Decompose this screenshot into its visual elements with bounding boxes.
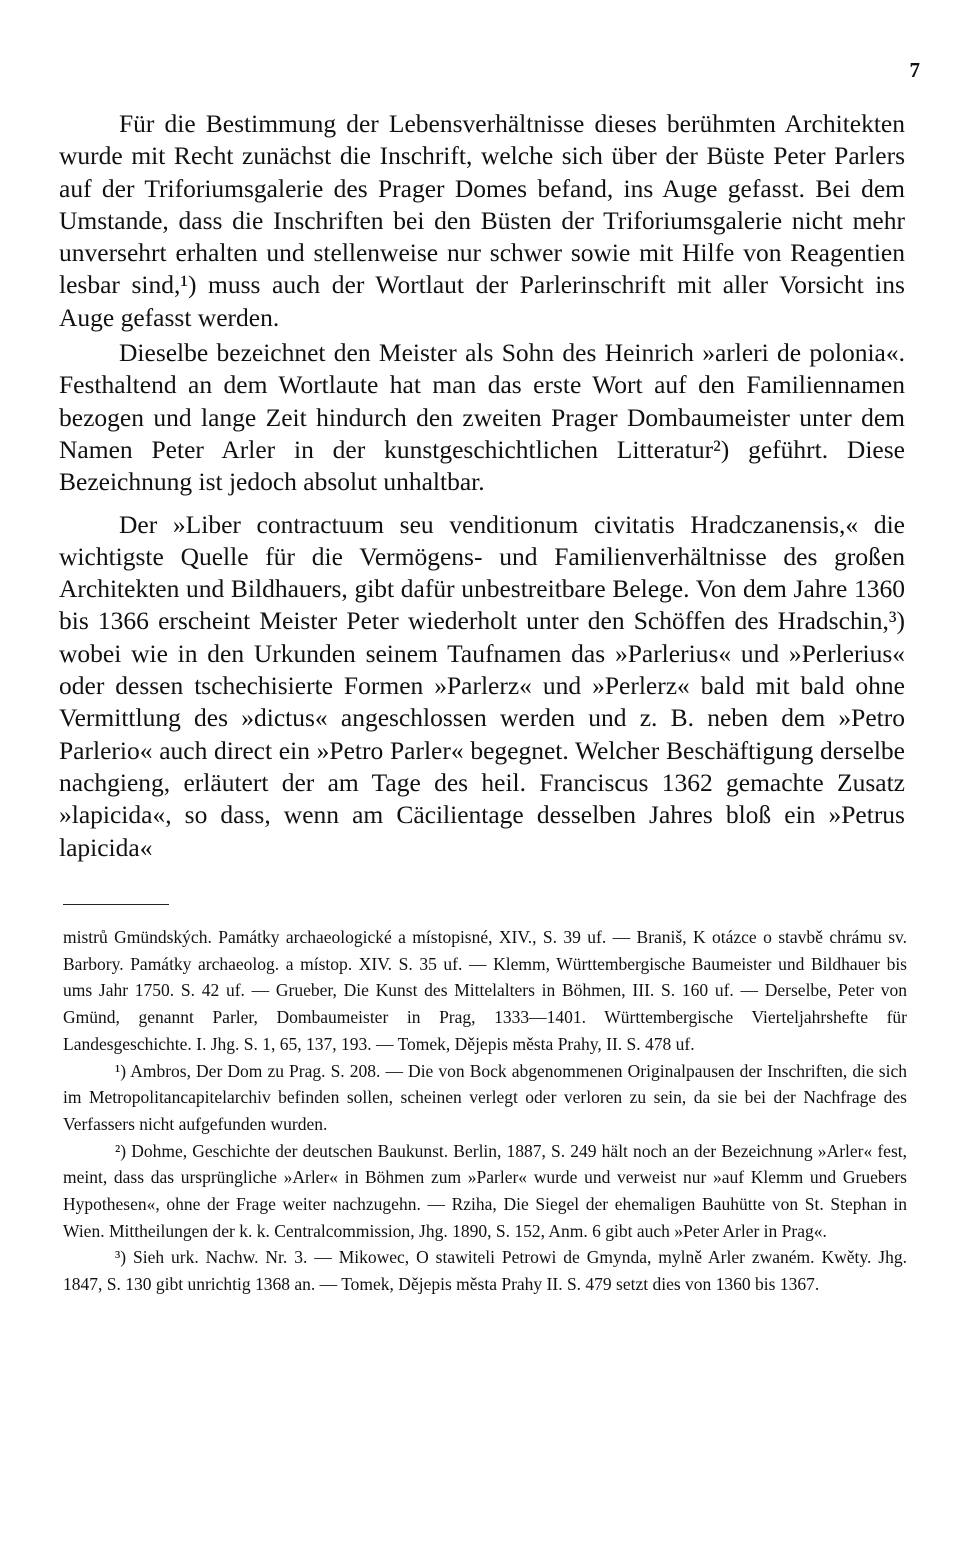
body-paragraph-2: Dieselbe bezeichnet den Meister als Sohn des Heinrich »arleri de polonia«. Festhaltend an dem Wortlaute hat man das erste Wort auf den Familiennamen bezogen und lange Zeit hindurch den zweiten Prager Dombaumeister unter dem Namen Peter Arler in der kunstgeschichtlichen Litteratur²) geführt. Diese Bezeichnung ist jedoch absolut unhaltbar.: [59, 338, 905, 497]
page-number: 7: [909, 58, 920, 82]
footnote-continuation: mistrů Gmündských. Památky archaeologické a místopisné, XIV., S. 39 uf. — Braniš, K otázce o stavbě chrámu sv. Barbory. Památky archaeolog. a místop. XIV. S. 35 uf. — Klemm, Württembergische Baumeister und Bildhauer bis ums Jahr 1750. S. 42 uf. — Grueber, Die Kunst des Mittelalters in Böhmen, III. S. 160 uf. — Derselbe, Peter von Gmünd, genannt Parler, Dombaumeister in Prag, 1333—1401. Württembergische Vierteljahrshefte für Landesgeschichte. I. Jhg. S. 1, 65, 137, 193. — Tomek, Dějepis města Prahy, II. S. 478 uf.: [63, 927, 907, 1054]
main-text: [59, 108, 905, 864]
footnote-2: ²) Dohme, Geschichte der deutschen Baukunst. Berlin, 1887, S. 249 hält noch an der Bezeichnung »Arler« fest, meint, dass das ursprüngliche »Arler« in Böhmen zum »Parler« wurde und verweist nur »auf Klemm und Gruebers Hypothesen«, ohne der Frage weiter nachzugehn. — Rziha, Die Siegel der ehemaligen Bauhütte von St. Stephan in Wien. Mittheilungen der k. k. Centralcommission, Jhg. 1890, S. 152, Anm. 6 gibt auch »Peter Arler in Prag«.: [63, 1140, 907, 1241]
body-paragraph-3: Der »Liber contractuum seu venditionum civitatis Hradczanensis,« die wichtigste Quelle für die Vermögens- und Familienverhältnisse des großen Architekten und Bildhauers, gibt dafür unbestreitbare Belege. Von dem Jahre 1360 bis 1366 erscheint Meister Peter wiederholt unter den Schöffen des Hradschin,³) wobei wie in den Urkunden seinem Taufnamen das »Parlerius« und »Perlerius« oder dessen tschechisierte Formen »Parlerz« und »Perlerz« bald mit bald ohne Vermittlung des »dictus« angeschlossen werden und z. B. neben dem »Petro Parlerio« auch direct ein »Petro Parler« begegnet. Welcher Beschäftigung derselbe nachgieng, erläutert der am Tage des heil. Franciscus 1362 gemachte Zusatz »lapicida«, so dass, wenn am Cäcilientage desselben Jahres bloß ein »Petrus lapicida«: [59, 509, 905, 862]
footnote-separator-rule: [63, 904, 169, 905]
footnote-1: ¹) Ambros, Der Dom zu Prag. S. 208. — Die von Bock abgenommenen Originalpausen der Inschriften, die sich im Metropolitancapitelarchiv befinden sollen, scheinen verlegt oder verloren zu sein, da sie bei der Nachfrage des Verfassers nicht aufgefunden wurden.: [63, 1060, 907, 1134]
body-paragraph-1: Für die Bestimmung der Lebensverhältnisse dieses berühmten Architekten wurde mit Recht zunächst die Inschrift, welche sich über der Büste Peter Parlers auf der Triforiumsgalerie des Prager Domes befand, ins Auge gefasst. Bei dem Umstande, dass die Inschriften bei den Büsten der Triforiumsgalerie nicht mehr unversehrt erhalten und stellenweise nur schwer sowie mit Hilfe von Reagentien lesbar sind,¹) muss auch der Wortlaut der Parlerinschrift mit aller Vorsicht ins Auge gefasst werden.: [59, 109, 905, 332]
footnote-3: ³) Sieh urk. Nachw. Nr. 3. — Mikowec, O stawiteli Petrowi de Gmynda, mylně Arler zwaném. Kwěty. Jhg. 1847, S. 130 gibt unrichtig 1368 an. — Tomek, Dějepis města Prahy II. S. 479 setzt dies von 1360 bis 1367.: [63, 1247, 907, 1295]
footnotes: [63, 924, 907, 1298]
